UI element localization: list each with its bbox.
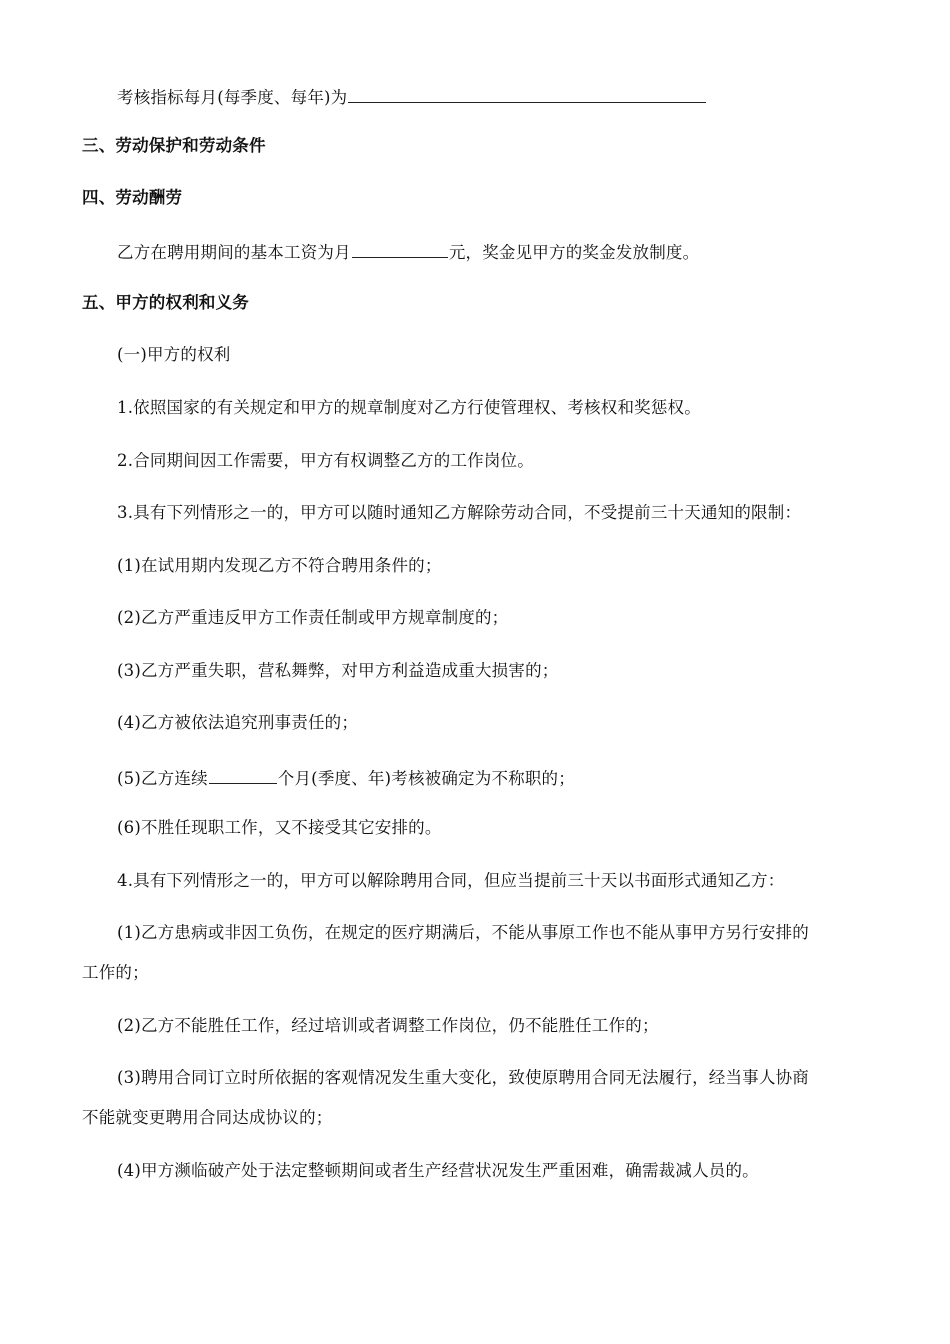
salary-line [117, 239, 917, 264]
section-4-heading: 四、劳动酬劳 [82, 188, 183, 207]
clause-3: 3.具有下列情形之一的，甲方可以随时通知乙方解除劳动合同，不受提前三十天通知的限制： [117, 503, 802, 522]
clause-3-item-5-prefix: (5)乙方连续 [117, 769, 208, 788]
salary-blank[interactable] [352, 239, 448, 258]
clause-4-item-1-line-1: (1)乙方患病或非因工负伤，在规定的医疗期满后，不能从事原工作也不能从事甲方另行安排的 [117, 923, 809, 942]
clause-3-item-3: (3)乙方严重失职，营私舞弊，对甲方利益造成重大损害的； [117, 661, 559, 680]
months-blank[interactable] [209, 765, 277, 784]
kpi-line-text: 考核指标每月(每季度、每年)为 [117, 88, 348, 107]
section-3-heading: 三、劳动保护和劳动条件 [82, 136, 266, 155]
clause-4-item-1-line-2: 工作的； [82, 963, 149, 982]
clause-4-item-2: (2)乙方不能胜任工作，经过培训或者调整工作岗位，仍不能胜任工作的； [117, 1016, 659, 1035]
clause-2: 2.合同期间因工作需要，甲方有权调整乙方的工作岗位。 [117, 451, 534, 470]
clause-3-item-2: (2)乙方严重违反甲方工作责任制或甲方规章制度的； [117, 608, 509, 627]
clause-3-item-1: (1)在试用期内发现乙方不符合聘用条件的； [117, 556, 442, 575]
clause-1: 1.依照国家的有关规定和甲方的规章制度对乙方行使管理权、考核权和奖惩权。 [117, 398, 701, 417]
clause-3-item-5-suffix: 个月(季度、年)考核被确定为不称职的； [277, 769, 575, 788]
kpi-blank[interactable] [348, 84, 706, 103]
clause-4-item-3-line-2: 不能就变更聘用合同达成协议的； [82, 1108, 333, 1127]
clause-3-item-6: (6)不胜任现职工作，又不接受其它安排的。 [117, 818, 442, 837]
clause-3-item-5 [117, 765, 917, 790]
clause-4: 4.具有下列情形之一的，甲方可以解除聘用合同，但应当提前三十天以书面形式通知乙方： [117, 871, 785, 890]
salary-line-prefix: 乙方在聘用期间的基本工资为月 [117, 243, 351, 262]
clause-4-item-4: (4)甲方濒临破产处于法定整顿期间或者生产经营状况发生严重困难，确需裁减人员的。 [117, 1161, 759, 1180]
salary-line-suffix: 元，奖金见甲方的奖金发放制度。 [448, 243, 700, 262]
section-5-heading: 五、甲方的权利和义务 [82, 293, 249, 312]
clause-4-item-3-line-1: (3)聘用合同订立时所依据的客观情况发生重大变化，致使原聘用合同无法履行，经当事人协商 [117, 1068, 809, 1087]
subsection-1-heading: (一)甲方的权利 [117, 345, 231, 364]
kpi-line [117, 84, 917, 109]
clause-3-item-4: (4)乙方被依法追究刑事责任的； [117, 713, 359, 732]
